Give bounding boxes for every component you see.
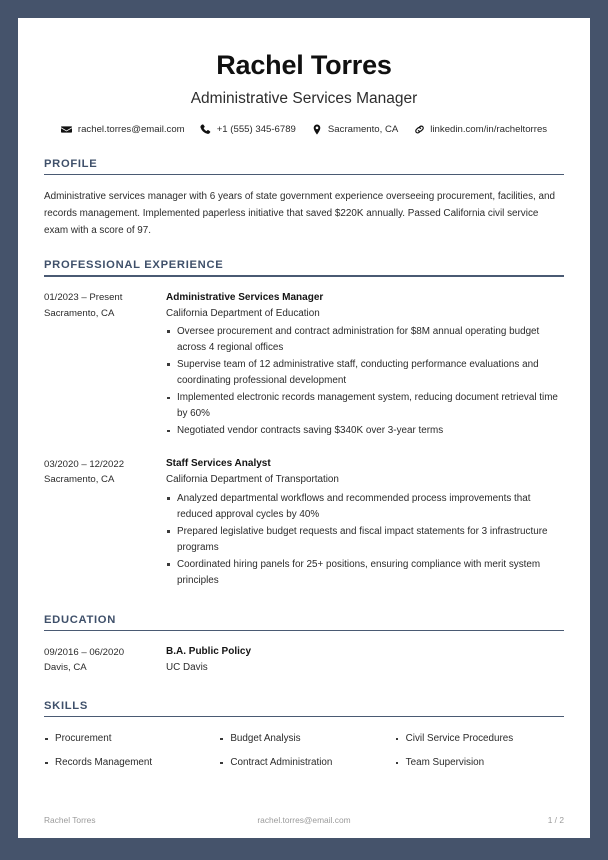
- entry-bullet: Coordinated hiring panels for 25+ positions, ensuring compliance with merit system principles: [166, 557, 564, 589]
- contact-email[interactable]: [61, 124, 185, 136]
- section-title-experience: PROFESSIONAL EXPERIENCE: [44, 259, 224, 272]
- resume-header: [44, 46, 564, 136]
- section-rule: [44, 716, 564, 717]
- link-icon: [413, 124, 425, 136]
- entry-meta: [44, 290, 166, 322]
- section-skills: [44, 700, 564, 771]
- entry-dates: 09/2016 – 06/2020: [44, 646, 125, 658]
- entry-location: Davis, CA: [44, 662, 87, 674]
- entry-bullet: Analyzed departmental workflows and recommended process improvements that reduced approval cycles by 40%: [166, 491, 564, 523]
- entry-meta: [44, 456, 166, 488]
- contact-linkedin[interactable]: [413, 124, 547, 136]
- contact-location-text: Sacramento, CA: [327, 123, 399, 135]
- entry-bullet: Negotiated vendor contracts saving $340K over 3-year terms: [166, 423, 564, 439]
- skills-grid: [44, 726, 564, 771]
- footer-name: Rachel Torres: [44, 815, 96, 825]
- section-experience: [44, 259, 564, 594]
- location-pin-icon: [311, 124, 323, 136]
- section-rule: [44, 174, 564, 175]
- footer-page-number: 1 / 2: [547, 815, 564, 825]
- page-footer: [44, 815, 564, 838]
- entry-organization: California Department of Education: [166, 307, 320, 319]
- entry-degree-title: B.A. Public Policy: [166, 646, 252, 658]
- skill-item: Budget Analysis: [219, 732, 388, 747]
- profile-summary-text: Administrative services manager with 6 years of state government experience overseeing procurement, facilities, and records management. Implemented paperless initiative that saved $220K annually. Passed California civil service exam with a score of 97.: [44, 191, 556, 237]
- entry-body: [166, 644, 564, 675]
- entry-institution: UC Davis: [166, 662, 208, 674]
- entry-job-title: Administrative Services Manager: [166, 291, 324, 303]
- entry-dates: 01/2023 – Present: [44, 292, 123, 304]
- section-rule: [44, 275, 564, 276]
- contact-linkedin-text: linkedin.com/in/racheltorres: [430, 123, 548, 135]
- section-education: [44, 614, 564, 680]
- section-profile: [44, 158, 564, 239]
- contact-phone[interactable]: [200, 124, 296, 136]
- section-title-skills: SKILLS: [44, 699, 88, 712]
- entry-body: [166, 290, 564, 441]
- phone-icon: [200, 124, 212, 136]
- contact-email-text: rachel.torres@email.com: [77, 123, 185, 135]
- experience-entry: [44, 286, 564, 441]
- entry-bullet: Prepared legislative budget requests and fiscal impact statements for 3 infrastructure programs: [166, 524, 564, 556]
- entry-meta: [44, 644, 166, 676]
- envelope-icon: [61, 124, 73, 136]
- entry-location: Sacramento, CA: [44, 307, 115, 319]
- contact-location: [311, 124, 398, 136]
- education-entry: [44, 640, 564, 676]
- entry-bullet: Oversee procurement and contract administration for $8M annual operating budget across 4 regional offices: [166, 324, 564, 356]
- skill-item: Civil Service Procedures: [395, 732, 564, 747]
- skill-item: Records Management: [44, 756, 213, 771]
- contact-row: [44, 124, 564, 136]
- candidate-headline: Administrative Services Manager: [190, 90, 418, 108]
- entry-bullet: Supervise team of 12 administrative staff, conducting performance evaluations and coordinating professional development: [166, 357, 564, 389]
- entry-job-title: Staff Services Analyst: [166, 458, 271, 470]
- skill-item: Team Supervision: [395, 756, 564, 771]
- experience-entry: [44, 452, 564, 590]
- entry-location: Sacramento, CA: [44, 474, 115, 486]
- resume-page: [18, 18, 590, 838]
- section-title-education: EDUCATION: [44, 613, 116, 626]
- entry-bullet-list: [166, 491, 564, 589]
- entry-organization: California Department of Transportation: [166, 474, 339, 486]
- contact-phone-text: +1 (555) 345-6789: [216, 123, 296, 135]
- footer-email: rachel.torres@email.com: [257, 815, 351, 825]
- entry-body: [166, 456, 564, 590]
- candidate-name: Rachel Torres: [216, 50, 392, 80]
- section-rule: [44, 630, 564, 631]
- entry-bullet: Implemented electronic records management system, reducing document retrieval time by 60%: [166, 390, 564, 422]
- entry-bullet-list: [166, 324, 564, 439]
- entry-dates: 03/2020 – 12/2022: [44, 458, 125, 470]
- section-title-profile: PROFILE: [44, 157, 98, 170]
- skill-item: Procurement: [44, 732, 213, 747]
- skill-item: Contract Administration: [219, 756, 388, 771]
